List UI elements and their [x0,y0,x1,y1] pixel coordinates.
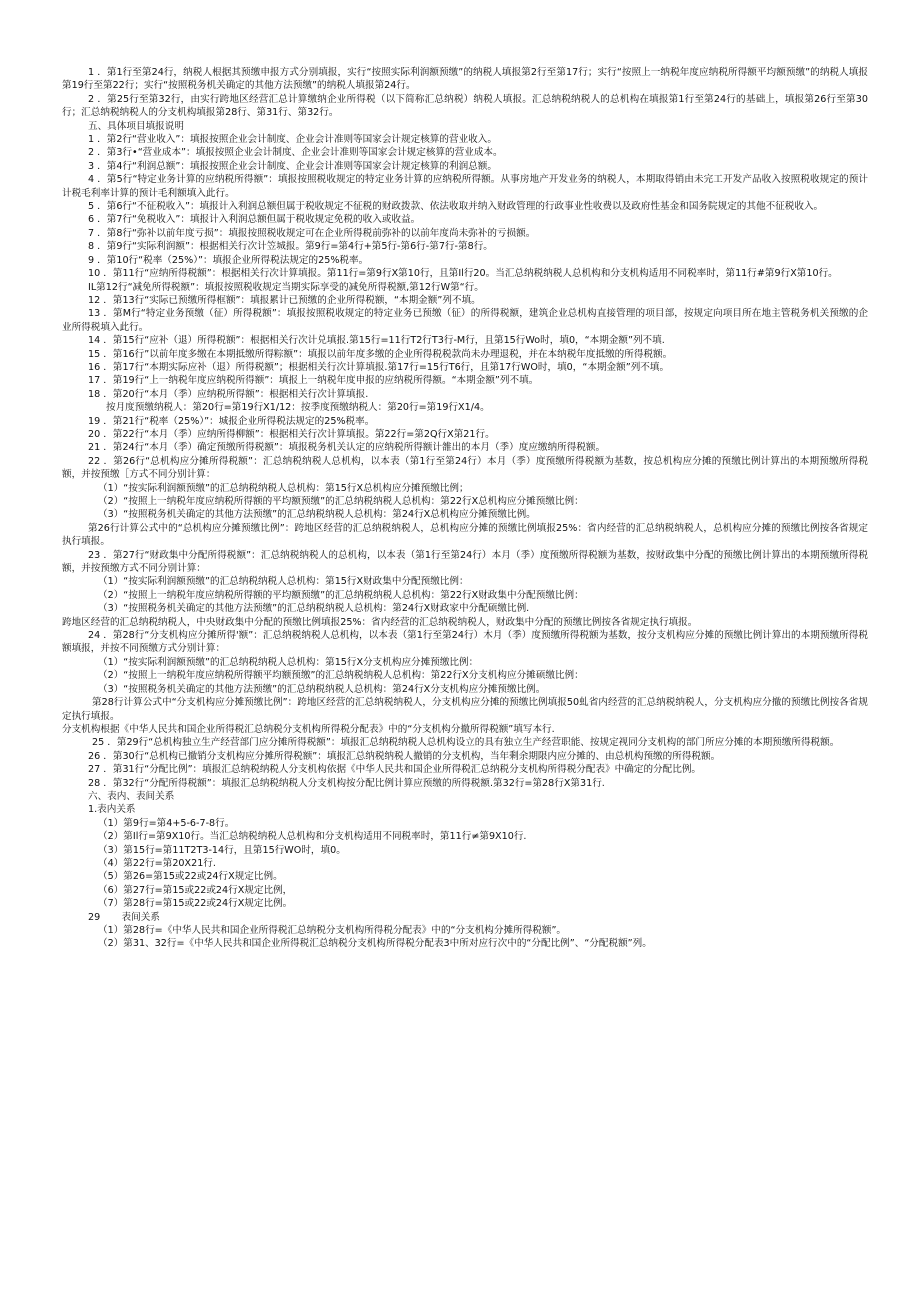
paragraph: 2 ．第3行•“营业成本”：填报按照企业会计制度、企业会计准则等国家会计规定核算的营业成本。 [88,147,503,159]
paragraph: （1）“按实际利润额预缴”的汇总纳税纳税人总机构：第15行X总机构应分摊预缴比例； [98,482,469,494]
paragraph: 6 ．第7行“免税收入”：填报计入利润总额但属于税收规定免税的收入或收益。 [88,214,421,226]
paragraph: 10 ．第11行“应纳所得税额”：根据相关行次计算填报。第11行=第9行X第10行，且第Il行20。当汇总纳税纳税人总机构和分支机构适用不同税率时，第11行#第9行X第10行。 [88,268,838,280]
paragraph: （2）第Il行=第9X10行。当汇总纳税纳税人总机构和分支机构适用不同税率时，第11行≠第9X10行. [98,831,527,843]
paragraph: 7 ．第8行“弥补以前年度亏损”：填报按照税收规定可在企业所得税前弥补的以前年度尚未弥补的亏损额。 [88,227,536,239]
paragraph: 六、表内、表间关系 [88,790,175,802]
paragraph: 2 ．第25行至第32行，由实行跨地区经营汇总计算缴纳企业所得税（以下简称汇总纳税）纳税人填报。汇总纳税纳税人的总机构在填报第1行至第24行的基础上，填报第26行至第30行；汇总纳税纳税人的分支机构填报第28行、第31行、第32行。 [62,93,868,119]
paragraph: 8 ．第9行“实际利润额”：根据相关行次计笠城报。第9行=第4行+第5行-第6行-第7行-第8行。 [88,241,493,253]
paragraph: 27 ．第31行“分配比例”：填报汇总纳税纳税人分支机构依据《中华人民共和国企业所得税汇总纳税分支机构所得税分配表》中确定的分配比例。 [88,764,702,776]
paragraph: 按月度预缴纳税人：第20行=第19行X1/12：按季度预缴纳税人：第20行=第19行X1/4。 [106,402,490,414]
paragraph: 21 ．第24行“本月（季）确定预缴所得税额”：填报税务机关认定的应纳税所得额计雒出的本月（季）度应缴纳所得税额。 [88,442,606,454]
paragraph: 第28行计算公式中“分支机构应分摊预缴比例”：跨地区经营的汇总纳税纳税人，分支机构应分摊的预缴比例填报50虬省内经营的汇总纳税纳税人，分支机构应分撤的预缴比例按各省规定执行填报。 [62,697,868,722]
paragraph: （1）第28行=《中华人民共和国企业所得税汇总纳税分支机构所得税分配表》中的“分支机构分摊所得税额”。 [98,925,567,936]
paragraph: （4）第22行=第20X21行. [98,857,216,869]
paragraph: 五、具体项目填报说明 [88,120,184,132]
paragraph: 15 ．第16行”以前年度多缴在本期抵缴所得粽额”：填报以前年度多缴的企业所得税税款尚未办理退税，并在本纳税年度抵缴的所得税额。 [88,348,673,360]
paragraph: 1 ．第1行至第24行，纳税人根据其预缴申报方式分别填报，实行“按照实际利润额预缴”的纳税人填报第2行至第17行；实行“按照上一纳税年度应纳税所得额平均额预缴”的纳税人填报第19行至第22行；实行“按照税务机关确定的其他方法预缴”的纳税人填报第24行。 [62,67,868,92]
paragraph: 5 ．第6行“不征税收入”：填报计入利润总额但属于税收规定不征税的财政拨款、依法收取并纳入财政管理的行政事业性收费以及政府性基金和国务院规定的其他不征税收入。 [88,201,824,213]
paragraph: 19 ．第21行“税率（25%）”：城报企业所得税法规定的25%税率。 [88,415,375,427]
paragraph: 23 ．第27行“财政集中分配所得税额”：汇总纳税纳税人的总机构，以本表（第1行至第24行）本月（季）度预缴所得税额为基数，按财政集中分配的预缴比例计算出的本期预缴所得税额，并按预缴方式不同分别计算： [62,549,868,575]
paragraph: 20 ．第22行“本月（季）应纳所得柳额”：根据相关行次计算填报。第22行=第2Q行X第21行。 [88,428,495,440]
paragraph: 24 ．第28行“分支机构应分摊所得'额”：汇总纳税纳税人总机构，以本表（第1行至第24行）木月（季）度预缴所得税额为基数，按分支机构应分摊的预缴比例计算出的本期预缴所得税额填报，并按不同预缴方式分别计算： [62,630,868,655]
paragraph: 1 ．第2行“营业收入”：填报按照企业会计制度、企业会计准则等国家会计规定核算的营业收入。 [88,134,497,146]
paragraph: 分支机构根据《中华人民共和国企业所得税汇总纳税分支机构所得税分配表》中的“分支机构分撤所得税额”填写本行. [62,723,555,735]
paragraph: 跨地区经营的汇总纳税纳税人，中央财政集中分配的预缴比例填报25%：省内经营的汇总纳税纳税人，财政集中分配的预缴比例按各省规定执行填报。 [62,616,698,628]
paragraph: （6）第27行=第15或22或24行X规定比例， [98,884,293,896]
paragraph: 12 ．第13行“实际已预缴所得框额”：填报累计已预缴的企业所得税额，“本期金额”列不填。 [88,294,481,306]
paragraph: （3）“按照税务机关确定的其他方法预缴”的汇总纳税纳税人总机构：第24行X总机构应分摊预缴比例。 [98,509,536,521]
paragraph: （3）“按照税务机关确定的其他方法预缴”的汇总纳税纳税人总机构：第24行X财政家中分配硕缴比例. [98,603,530,615]
paragraph: （1）“按实际利润额预缴”的汇总纳税纳税人总机构：第15行X财政集中分配预缴比例： [98,576,469,588]
paragraph: 25 ．第29行“总机构独立生产经营部门应分摊所得税额”：填报汇总纳税纳税人总机构设立的具有独立生产经营职能、按规定视同分支机构的部门所应分摊的本期预缴所得税额。 [92,737,840,749]
paragraph: （2）“按照上一纳税年度应纳税所得额的平均额预缴”的汇总纳税纳税人总机构：第22行X总机构应分摊预缴比例： [98,496,584,507]
paragraph: 18 ．第20行“本月（季）应纳税所得额”：根据相关行次计算填报. [88,388,369,400]
paragraph: 14 ．第15行“应补（退）所得税额”：根据相关行次计兑填报.第15行=11行T2行T3行-M行，且第15行Wo时，填0，“本期金额”列不填. [88,335,665,347]
paragraph: （2）“按照上一纳税年度应纳税所得额的平均额预缴”的汇总纳税纳税人总机构：第22行X财政集中分配预缴比例： [98,589,584,601]
paragraph: 4 ．第5行“特定业务计算的应纳税所得额”：填报按照税收规定的特定业务计算的应纳税所得额。从事房地产开发业务的纳税人，本期取得销由未完工开发产品收入按照税收规定的预计计税毛利率计算的预计毛利额填入此行。 [62,174,868,199]
paragraph: 26 ．第30行“总机构已撤销分支机构应分摊所得税额”：填报汇总纳税纳税人撤销的分支机构，当年剩余期限内应分摊的、由总机构预缴的所得税额。 [88,750,721,762]
paragraph: （5）第26=第15或22或24行X规定比例。 [98,871,283,883]
paragraph: 16 ．第17行“本期实际应补（退）所得税额”；根据相关行次计算填报.第17行=15行T6行，且第17行WO时，填0，“本期金额”列不填。 [88,361,670,373]
paragraph: 13 ．第M行“特定业务预缴（征）所得税额”：填报按照税收规定的特定业务已预缴（征）的所得税额，建筑企业总机构直接管理的项目部，按规定向项目所在地主管税务机关预缴的企业所得税填入此行。 [62,308,868,333]
paragraph: （3）第15行=第11T2T3-14行，且第15行WO时，填0。 [98,844,346,856]
paragraph: 3 ．第4行“利润总额”：填报按照企业会计制度、企业会计准则等国家会计规定核算的利润总额。 [88,160,497,172]
paragraph: 1.表内关系 [88,804,136,816]
paragraph: （1）第9行=第4+5-6-7-8行。 [98,817,235,829]
paragraph: 17 ．第19行“上一纳税年度应纳税所得额”：填报上一纳税年度申报的应纳税所得额。“本期金额”列不填。 [88,375,539,387]
paragraph: 第26行计算公式中的“总机构应分摊预缴比例”：跨地区经营的汇总纳税纳税人，总机构应分摊的预缴比例填报25%：省内经营的汇总纳税纳税人，总机构应分摊的预缴比例按各省规定执行填报。 [62,522,868,548]
paragraph: 22 ．第26行“总机构应分摊所得税额”：汇总纳税纳税人总机构，以本表（第1行至第24行）本月（季）度预缴所得税额为基数，按总机构应分摊的预缴比例计算出的本期预缴所得税额，并按预缴［方式不同分别计算： [62,455,868,481]
paragraph: IL第12行“减免所得税额”：填报按照税收规定当期实际享受的减免所得税额,第12行W第“行。 [88,281,484,293]
paragraph: （2）第31、32行=《中华人民共和国企业所得税汇总纳税分支机构所得税分配表3中所对应行次中的“分配比例”、“分配税额”列。 [98,938,652,950]
paragraph: 9 ．第10行“税率（25%）”：填报企业所得税法规定的25%税率。 [88,254,369,266]
paragraph: （1）“按实际利润额预缴”的汇总纳税纳税人总机构：第15行X分支机构应分摊预缴比例： [98,656,479,668]
paragraph: （3）“按照税务机关确定的其他方法预缴”的汇总纳税纳税人总机构：第24行X分支机构应分摊预缴比例。 [98,683,546,695]
paragraph: （2）“按照上一纳税年度应纳税所得额平均额预缴”的汇总纳税纳税人总机构：第22行X分支机构应分摊硕缴比例： [98,670,584,682]
paragraph: 29 表间关系 [88,911,160,923]
paragraph: （7）第28行=第15或22或24行X规定比例。 [98,898,293,910]
paragraph: 28 ．第32行“分配所得税额”：填报汇总纳税纳税人分支机构按分配比例计算应预缴的所得税额.第32行=第28行X第31行. [88,777,605,789]
